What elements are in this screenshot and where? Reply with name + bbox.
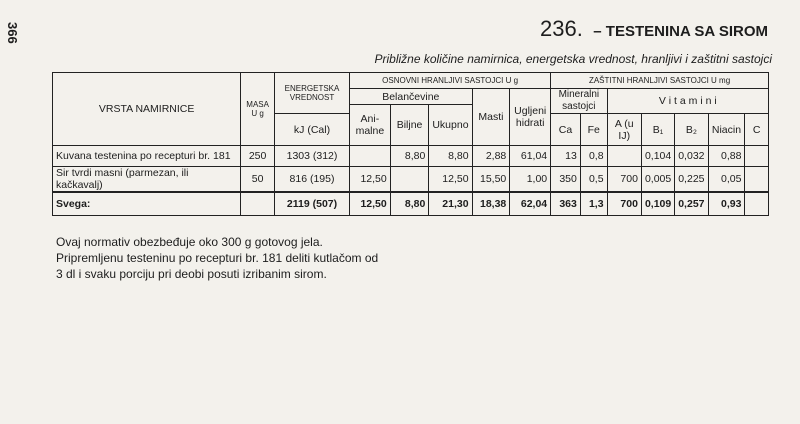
note-line: Ovaj normativ obezbeđuje oko 300 g gotovog jela. (56, 235, 323, 249)
header-animal: Ani-malne (350, 105, 391, 146)
header-carbs: Ugljeni hidrati (510, 89, 551, 146)
total-animal: 12,50 (350, 192, 391, 216)
cell-vit-a (607, 146, 641, 167)
header-b1: B₁ (641, 114, 674, 146)
header-niacin: Niacin (708, 114, 745, 146)
total-plant: 8,80 (390, 192, 429, 216)
total-fats: 18,38 (472, 192, 510, 216)
cell-b2: 0,225 (675, 167, 708, 193)
note-line: 3 dl i svaku porciju pri deobi posuti izribanim sirom. (56, 267, 327, 281)
cell-fe: 0,8 (580, 146, 607, 167)
total-proteins: 21,30 (429, 192, 472, 216)
recipe-notes (56, 234, 378, 282)
cell-animal (350, 146, 391, 167)
total-ca: 363 (551, 192, 581, 216)
header-energy: ENERGETSKA VREDNOST (274, 73, 349, 114)
total-vit-a: 700 (607, 192, 641, 216)
table-row (53, 146, 769, 167)
cell-fe: 0,5 (580, 167, 607, 193)
cell-total: 12,50 (429, 167, 472, 193)
header-vitamins: V i t a m i n i (607, 89, 768, 114)
total-label: Svega: (53, 192, 241, 216)
header-vit-a: A (u IJ) (607, 114, 641, 146)
cell-energy: 1303 (312) (274, 146, 349, 167)
cell-vit-c (745, 146, 769, 167)
recipe-title (540, 16, 768, 42)
table-subtitle: Približne količine namirnica, energetska vrednost, hranljivi i zaštitni sastojci (374, 52, 772, 66)
header-vit-c: C (745, 114, 769, 146)
total-niacin: 0,93 (708, 192, 745, 216)
cell-carbs: 1,00 (510, 167, 551, 193)
header-basic-group: OSNOVNI HRANLJIVI SASTOJCI U g (350, 73, 551, 89)
cell-fats: 15,50 (472, 167, 510, 193)
header-b2: B₂ (675, 114, 708, 146)
cell-ca: 13 (551, 146, 581, 167)
recipe-name: – TESTENINA SA SIROM (593, 23, 769, 40)
cell-carbs: 61,04 (510, 146, 551, 167)
cell-item: Sir tvrdi masni (parmezan, ili kačkavalj) (53, 167, 241, 193)
header-proteins: Belančevine (350, 89, 472, 105)
cell-mass: 250 (241, 146, 275, 167)
recipe-number: 236. (540, 16, 583, 41)
header-total: Ukupno (429, 105, 472, 146)
cell-b2: 0,032 (675, 146, 708, 167)
header-energy-units: kJ (Cal) (274, 114, 349, 146)
total-b2: 0,257 (675, 192, 708, 216)
cell-mass: 50 (241, 167, 275, 193)
cell-vit-c (745, 167, 769, 193)
header-mass: MASA U g (241, 73, 275, 146)
cell-fats: 2,88 (472, 146, 510, 167)
header-protective-group: ZAŠTITNI HRANLJIVI SASTOJCI U mg (551, 73, 769, 89)
cell-animal: 12,50 (350, 167, 391, 193)
cell-niacin: 0,88 (708, 146, 745, 167)
header-minerals: Mineralni sastojci (551, 89, 607, 114)
total-vit-c (745, 192, 769, 216)
header-ca: Ca (551, 114, 581, 146)
total-b1: 0,109 (641, 192, 674, 216)
cell-energy: 816 (195) (274, 167, 349, 193)
note-line: Pripremljenu testeninu po recepturi br. 181 deliti kutlačom od (56, 251, 379, 265)
cell-plant: 8,80 (390, 146, 429, 167)
total-fe: 1,3 (580, 192, 607, 216)
header-item: VRSTA NAMIRNICE (53, 73, 241, 146)
cell-niacin: 0,05 (708, 167, 745, 193)
total-carbs: 62,04 (510, 192, 551, 216)
cell-plant (390, 167, 429, 193)
cell-b1: 0,104 (641, 146, 674, 167)
cell-item: Kuvana testenina po recepturi br. 181 (53, 146, 241, 167)
total-row (53, 192, 769, 216)
header-fe: Fe (580, 114, 607, 146)
cell-ca: 350 (551, 167, 581, 193)
total-energy: 2119 (507) (274, 192, 349, 216)
cell-total: 8,80 (429, 146, 472, 167)
cell-b1: 0,005 (641, 167, 674, 193)
header-fats: Masti (472, 89, 510, 146)
cell-vit-a: 700 (607, 167, 641, 193)
nutrition-table (52, 72, 769, 216)
page-number: 366 (5, 22, 20, 44)
total-mass (241, 192, 275, 216)
header-plant: Biljne (390, 105, 429, 146)
table-row (53, 167, 769, 193)
